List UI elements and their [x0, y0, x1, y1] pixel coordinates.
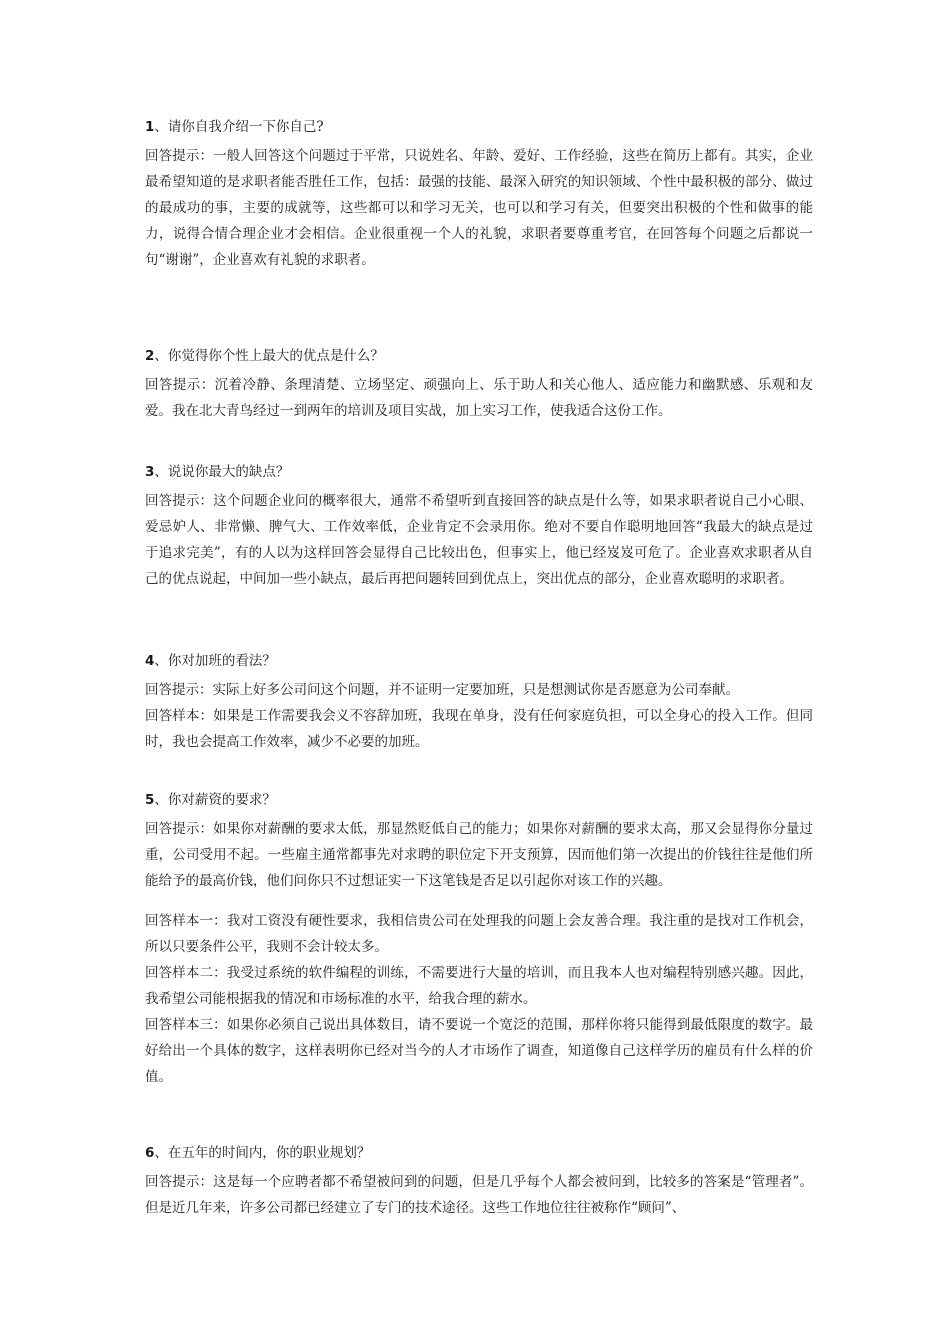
question-number: 1 [145, 119, 155, 135]
question-number: 2 [145, 348, 155, 364]
answer-sample: 回答样本：如果是工作需要我会义不容辞加班，我现在单身，没有任何家庭负担，可以全身心的投入工作。但同时，我也会提高工作效率，减少不必要的加班。 [145, 708, 813, 750]
question-text: 、请你自我介绍一下你自己? [154, 119, 324, 135]
question-5 [145, 790, 813, 1090]
question-number: 3 [145, 464, 155, 480]
question-number: 6 [145, 1145, 155, 1161]
question-4 [145, 651, 813, 755]
question-title [145, 346, 813, 366]
question-number: 5 [145, 792, 155, 808]
answer-sample-1: 回答样本一：我对工资没有硬性要求，我相信贵公司在处理我的问题上会友善合理。我注重的是找对工作机会，所以只要条件公平，我则不会计较太多。 [145, 913, 813, 955]
question-title [145, 117, 813, 137]
question-3 [145, 462, 813, 592]
question-title [145, 1143, 813, 1163]
answer-paragraph: 回答提示：一般人回答这个问题过于平常，只说姓名、年龄、爱好、工作经验，这些在简历上都有。其实，企业最希望知道的是求职者能否胜任工作，包括：最强的技能、最深入研究的知识领域、个性中最积极的部分、做过的最成功的事，主要的成就等，这些都可以和学习无关，也可以和学习有关，但要突出积极的个性和做事的能力，说得合情合理企业才会相信。企业很重视一个人的礼貌，求职者要尊重考官，在回答每个问题之后都说一句“谢谢”，企业喜欢有礼貌的求职者。 [145, 148, 813, 268]
question-text: 、在五年的时间内，你的职业规划？ [154, 1145, 371, 1161]
question-6 [145, 1143, 813, 1221]
answer-paragraph: 回答提示：如果你对薪酬的要求太低，那显然贬低自己的能力；如果你对薪酬的要求太高，那又会显得你分量过重，公司受用不起。一些雇主通常都事先对求聘的职位定下开支预算，因而他们第一次提出的价钱往往是他们所能给予的最高价钱，他们问你只不过想证实一下这笔钱是否足以引起你对该工作的兴趣。 [145, 821, 813, 889]
question-title [145, 462, 813, 482]
question-text: 、你对薪资的要求？ [154, 792, 276, 808]
answer-paragraph: 回答提示：沉着冷静、条理清楚、立场坚定、顽强向上、乐于助人和关心他人、适应能力和幽默感、乐观和友爱。我在北大青鸟经过一到两年的培训及项目实战，加上实习工作，使我适合这份工作。 [145, 377, 813, 419]
question-2 [145, 346, 813, 424]
question-text: 、你觉得你个性上最大的优点是什么？ [154, 348, 384, 364]
answer-paragraph: 回答提示：这是每一个应聘者都不希望被问到的问题，但是几乎每个人都会被问到，比较多的答案是“管理者”。但是近几年来，许多公司都已经建立了专门的技术途径。这些工作地位往往被称作“顾问”、 [145, 1174, 813, 1216]
answer-paragraph: 回答提示：这个问题企业问的概率很大，通常不希望听到直接回答的缺点是什么等，如果求职者说自己小心眼、爱忌妒人、非常懒、脾气大、工作效率低，企业肯定不会录用你。绝对不要自作聪明地回答“我最大的缺点是过于追求完美”，有的人以为这样回答会显得自己比较出色，但事实上，他已经岌岌可危了。企业喜欢求职者从自己的优点说起，中间加一些小缺点，最后再把问题转回到优点上，突出优点的部分，企业喜欢聪明的求职者。 [145, 493, 813, 587]
question-1 [145, 117, 813, 273]
answer-paragraph: 回答提示：实际上好多公司问这个问题，并不证明一定要加班，只是想测试你是否愿意为公司奉献。 [145, 682, 739, 698]
question-title [145, 790, 813, 810]
question-number: 4 [145, 653, 155, 669]
question-text: 、你对加班的看法？ [154, 653, 276, 669]
question-title [145, 651, 813, 671]
answer-sample-3: 回答样本三：如果你必须自己说出具体数目，请不要说一个宽泛的范围，那样你将只能得到最低限度的数字。最好给出一个具体的数字，这样表明你已经对当今的人才市场作了调查，知道像自己这样学历的雇员有什么样的价值。 [145, 1017, 813, 1085]
answer-sample-2: 回答样本二：我受过系统的软件编程的训练，不需要进行大量的培训，而且我本人也对编程特别感兴趣。因此，我希望公司能根据我的情况和市场标准的水平，给我合理的薪水。 [145, 965, 813, 1007]
question-text: 、说说你最大的缺点？ [154, 464, 290, 480]
